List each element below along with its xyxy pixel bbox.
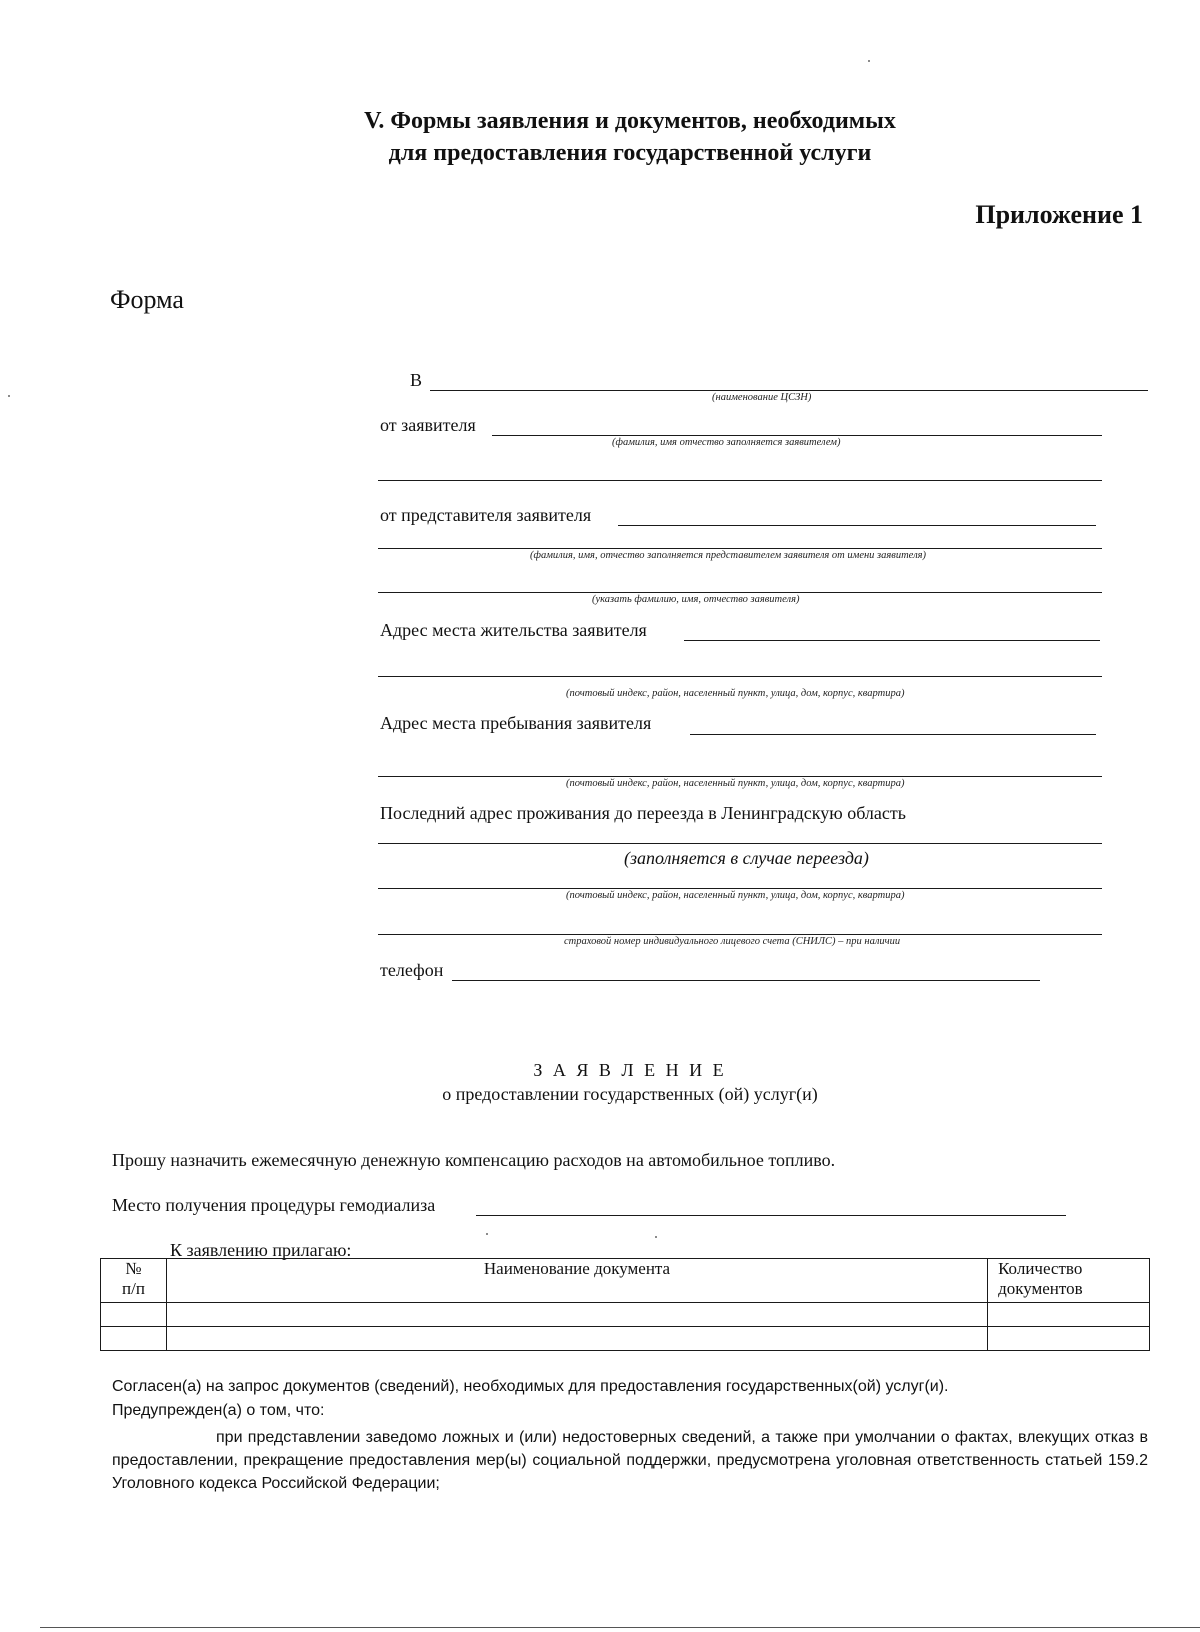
- applicant-name-field[interactable]: [378, 592, 1102, 593]
- table-cell[interactable]: [101, 1327, 167, 1351]
- table-cell[interactable]: [166, 1327, 987, 1351]
- snils-field[interactable]: [378, 934, 1102, 935]
- to-field[interactable]: [430, 390, 1148, 391]
- consent-agree: Согласен(а) на запрос документов (сведений), необходимых для предоставления государственных(ой) услуг(и).: [112, 1378, 949, 1395]
- section-title-line1: V. Формы заявления и документов, необходимых: [364, 108, 896, 134]
- to-hint: (наименование ЦСЗН): [712, 392, 812, 403]
- table-cell[interactable]: [101, 1303, 167, 1327]
- stay-label: Адрес места пребывания заявителя: [380, 713, 652, 733]
- scan-speck: [868, 60, 870, 62]
- form-label: Форма: [110, 285, 184, 314]
- applicant-hint: (фамилия, имя отчество заполняется заявителем): [612, 437, 841, 448]
- section-title-line2: для предоставления государственной услуги: [388, 140, 872, 166]
- phone-label: телефон: [380, 960, 444, 980]
- table-cell[interactable]: [988, 1303, 1150, 1327]
- table-cell[interactable]: [988, 1327, 1150, 1351]
- statement-title: З А Я В Л Е Н И Е: [533, 1060, 727, 1080]
- last-address-field[interactable]: [378, 843, 1102, 844]
- col-num-header: [101, 1259, 167, 1303]
- applicant-field-2[interactable]: [378, 480, 1102, 481]
- residence-field-2[interactable]: [378, 676, 1102, 677]
- snils-hint: страховой номер индивидуального лицевого счета (СНИЛС) – при наличии: [564, 936, 901, 947]
- representative-field[interactable]: [618, 525, 1096, 526]
- scan-speck: [655, 1236, 657, 1238]
- col-num-line2: п/п: [122, 1279, 145, 1298]
- representative-hint: (фамилия, имя, отчество заполняется представителем заявителя от имени заявителя): [530, 550, 927, 561]
- last-address-field-2[interactable]: [378, 888, 1102, 889]
- phone-field[interactable]: [452, 980, 1040, 981]
- col-count-line2: документов: [998, 1279, 1083, 1298]
- stay-hint: (почтовый индекс, район, населенный пункт, улица, дом, корпус, квартира): [566, 778, 905, 789]
- representative-field-2[interactable]: [378, 548, 1102, 549]
- col-count-line1: Количество: [998, 1259, 1083, 1278]
- stay-field[interactable]: [690, 734, 1096, 735]
- table-cell[interactable]: [166, 1303, 987, 1327]
- consent-paragraph: при представлении заведомо ложных и (или) недостоверных сведений, а также при умолчании о фактах, влекущих отказ в предоставлении, прекращение предоставления мер(ы) социальной поддержки, предусмотрена уголовная ответственность статьей 159.2 Уголовного кодекса Российской Федерации;: [112, 1429, 1148, 1492]
- last-address-label: Последний адрес проживания до переезда в Ленинградскую область: [380, 803, 906, 823]
- table-row: [101, 1303, 1150, 1327]
- table-row: [101, 1327, 1150, 1351]
- appendix-label: Приложение 1: [975, 200, 1143, 229]
- col-name-header: Наименование документа: [166, 1259, 987, 1303]
- applicant-name-hint: (указать фамилию, имя, отчество заявителя): [592, 594, 800, 605]
- attachments-table: [100, 1258, 1150, 1351]
- residence-hint: (почтовый индекс, район, населенный пункт, улица, дом, корпус, квартира): [566, 688, 905, 699]
- attach-label: К заявлению прилагаю:: [170, 1240, 352, 1260]
- scan-edge-line: [40, 1627, 1200, 1628]
- place-label: Место получения процедуры гемодиализа: [112, 1195, 436, 1215]
- representative-label: от представителя заявителя: [380, 505, 592, 525]
- scan-speck: [8, 395, 10, 397]
- place-field[interactable]: [476, 1215, 1066, 1216]
- last-address-note: (заполняется в случае переезда): [624, 848, 869, 868]
- applicant-label: от заявителя: [380, 415, 476, 435]
- scan-speck: [486, 1233, 488, 1235]
- applicant-field[interactable]: [492, 435, 1102, 436]
- residence-label: Адрес места жительства заявителя: [380, 620, 647, 640]
- consent-warned: Предупрежден(а) о том, что:: [112, 1402, 325, 1419]
- last-address-hint: (почтовый индекс, район, населенный пункт, улица, дом, корпус, квартира): [566, 890, 905, 901]
- to-label: В: [410, 370, 423, 390]
- stay-field-2[interactable]: [378, 776, 1102, 777]
- col-num-line1: №: [125, 1259, 142, 1278]
- statement-subtitle: о предоставлении государственных (ой) услуг(и): [442, 1084, 818, 1104]
- residence-field[interactable]: [684, 640, 1100, 641]
- request-text: Прошу назначить ежемесячную денежную компенсацию расходов на автомобильное топливо.: [112, 1150, 836, 1170]
- col-count-header: [988, 1259, 1150, 1303]
